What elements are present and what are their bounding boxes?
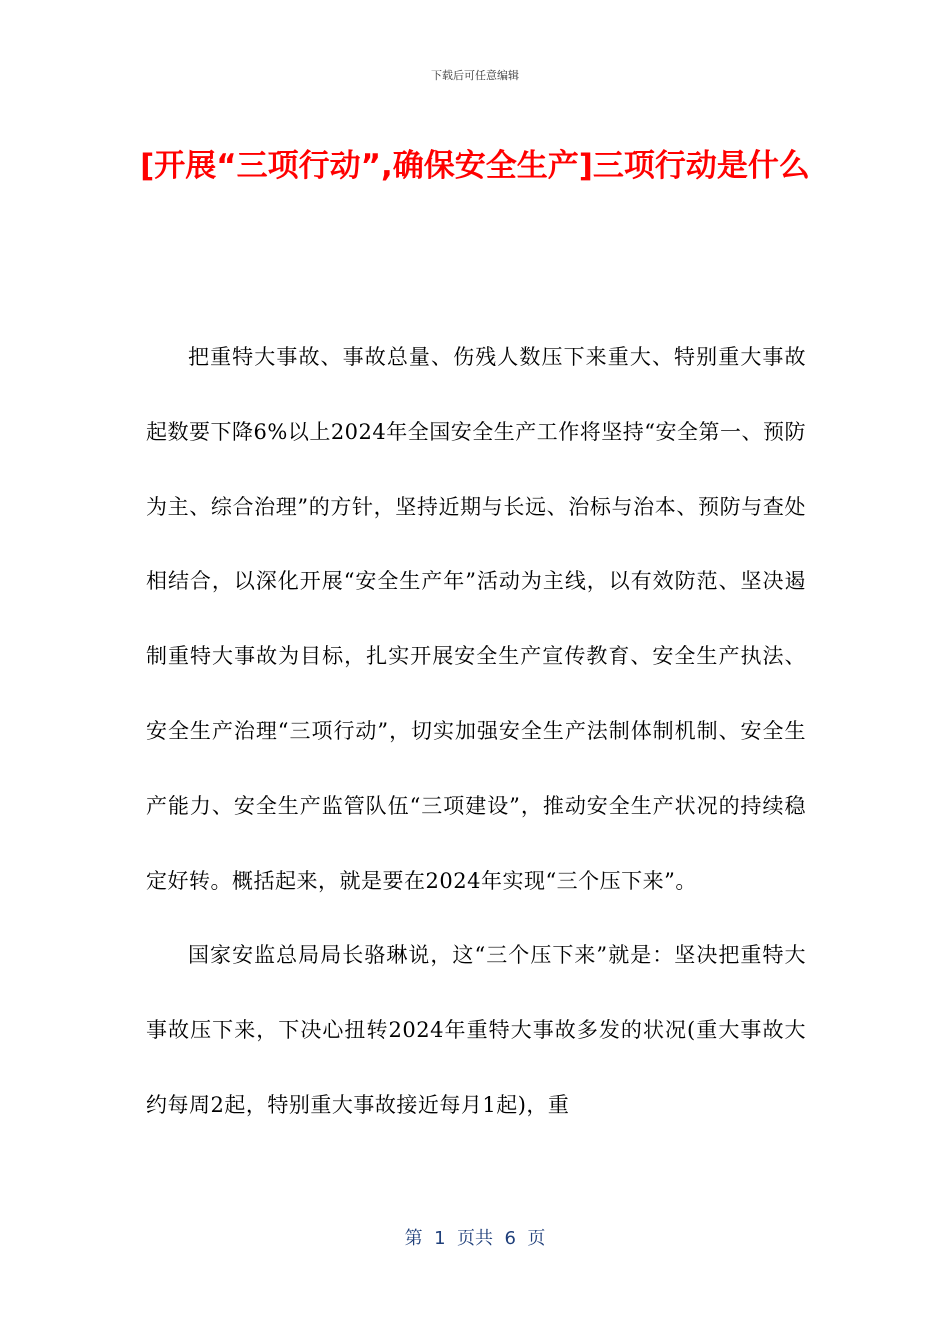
header-note: 下载后可任意编辑 [431,69,519,82]
document-body [146,320,806,1143]
paragraph-1: 把重特大事故、事故总量、伤残人数压下来重大、特别重大事故起数要下降6%以上2024年全国安全生产工作将坚持“安全第一、预防为主、综合治理”的方针，坚持近期与长远、治标与治本、预防与查处相结合，以深化开展“安全生产年”活动为主线，以有效防范、坚决遏制重特大事故为目标，扎实开展安全生产宣传教育、安全生产执法、安全生产治理“三项行动”，切实加强安全生产法制体制机制、安全生产能力、安全生产监管队伍“三项建设”，推动安全生产状况的持续稳定好转。概括起来，就是要在2024年实现“三个压下来”。 [146,345,806,893]
paragraph-2: 国家安监总局局长骆琳说，这“三个压下来”就是：坚决把重特大事故压下来，下决心扭转2024年重特大事故多发的状况(重大事故大约每周2起，特别重大事故接近每月1起)，重 [146,943,806,1117]
page-number-footer: 第 1 页共 6 页 [404,1228,546,1249]
document-title: [开展“三项行动”,确保安全生产]三项行动是什么 [140,148,810,184]
